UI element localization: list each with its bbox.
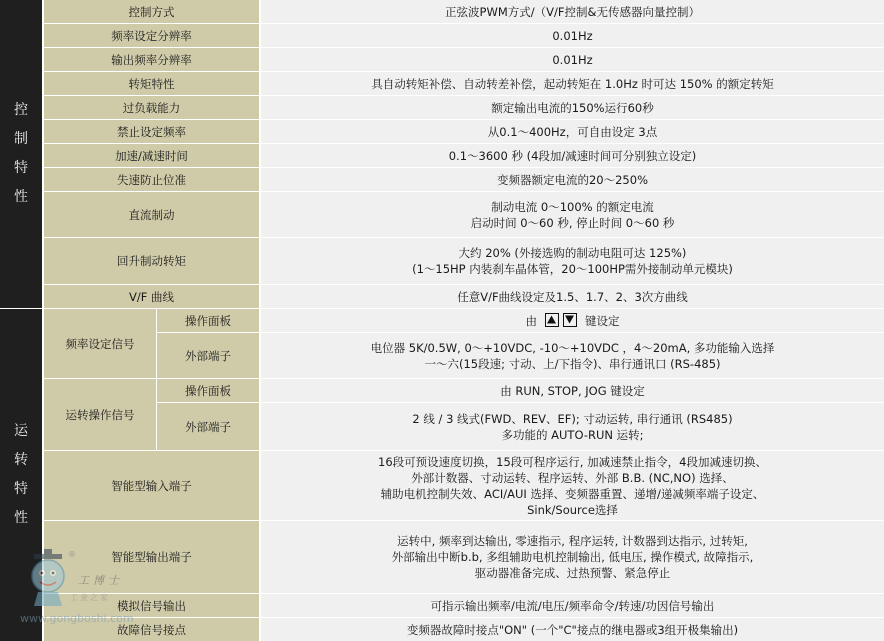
freq-signal-label [44, 309, 156, 378]
row-value-line: 一～六(15段速; 寸动、上/下指令)、串行通讯口 (RS-485) [424, 356, 721, 371]
sub-label-text: 操作面板 [185, 383, 231, 398]
run-ext-label [157, 403, 259, 450]
down-arrow-key-icon [563, 313, 577, 327]
freq-panel-value [261, 309, 884, 332]
row-value-line: 变频器额定电流的20～250% [496, 172, 648, 187]
control-row-label [44, 48, 259, 71]
row-value-line: 电位器 5K/0.5W, 0～+10VDC, -10～+10VDC ，4～20mA, 多功能输入选择 [370, 340, 775, 355]
row-value-line: 从0.1～400Hz，可自由设定 3点 [487, 124, 658, 139]
control-row-value [261, 24, 884, 47]
row-value-line: 由 RUN, STOP, JOG 键设定 [500, 383, 645, 398]
up-arrow-key-icon [545, 313, 559, 327]
row-value-line: 具自动转矩补偿、自动转差补偿，起动转矩在 1.0Hz 时可达 150% 的额定转矩 [371, 76, 774, 91]
category-control-characteristics [0, 0, 42, 308]
watermark-logo [20, 548, 150, 628]
row-value-line: 2 线 / 3 线式(FWD、REV、EF); 寸动运转, 串行通讯 (RS485) [412, 411, 733, 426]
row-value-line: 外部计数器、寸动运转、程序运转、外部 B.B. (NC,NO) 选择、 [411, 470, 734, 485]
watermark-sub: 工业之家 [70, 593, 110, 602]
row-value-line: 辅助电机控制失效、ACI/AUI 选择、变频器重置、递增/递减频率端子设定、 [380, 486, 765, 501]
row-label-text: 智能型输出端子 [111, 550, 192, 564]
category-char: 转 [14, 452, 28, 468]
row-label-text: 频率设定分辨率 [111, 28, 192, 43]
control-row-value [261, 192, 884, 237]
control-row-label [44, 120, 259, 143]
panel-suffix-text: 键设定 [585, 313, 620, 328]
row-value-line: 可指示输出频率/电流/电压/频率命令/转速/功因信号输出 [430, 598, 715, 613]
row-value-line: 任意V/F曲线设定及1.5、1.7、2、3次方曲线 [457, 289, 688, 304]
freq-ext-label [157, 333, 259, 378]
run-signal-label [44, 379, 156, 450]
row-value-line: 0.1～3600 秒 (4段加/减速时间可分别独立设定) [448, 148, 697, 163]
control-row-label [44, 96, 259, 119]
freq-ext-value [261, 333, 884, 378]
run-panel-label [157, 379, 259, 402]
watermark-brand: 工博士 [78, 574, 123, 587]
row-label-text: 控制方式 [128, 4, 175, 19]
control-row-label [44, 24, 259, 47]
category-char: 性 [14, 510, 28, 526]
control-row-value [261, 285, 884, 308]
run-ext-value [261, 403, 884, 450]
control-row-label [44, 168, 259, 191]
row-value-line: 运转中, 频率到达输出, 零速指示, 程序运转, 计数器到达指示, 过转矩, [397, 534, 748, 548]
sub-label-text: 外部端子 [185, 348, 231, 363]
category-char: 控 [14, 102, 28, 118]
row-value-line: 0.01Hz [552, 52, 593, 67]
control-row-value [261, 72, 884, 95]
row-value-line: 启动时间 0～60 秒, 停止时间 0～60 秒 [470, 215, 675, 230]
sub-label-text: 操作面板 [185, 313, 231, 328]
row-value-line: 外部输出中断b.b, 多组辅助电机控制输出, 低电压, 操作模式, 故障指示, [391, 550, 754, 564]
signal-label-text: 频率设定信号 [65, 336, 135, 351]
freq-panel-label [157, 309, 259, 332]
control-row-value [261, 96, 884, 119]
row-label-text: 过负载能力 [122, 100, 181, 115]
category-char: 运 [14, 423, 28, 439]
row-label-text: 智能型输入端子 [111, 478, 192, 493]
row-label-text: 故障信号接点 [117, 622, 186, 637]
control-row-label [44, 192, 259, 237]
run-panel-value [261, 379, 884, 402]
row-value-line: 制动电流 0～100% 的额定电流 [491, 199, 654, 214]
row-label-text: 回升制动转矩 [117, 254, 186, 268]
control-row-value [261, 48, 884, 71]
row-value-line: 多功能的 AUTO-RUN 运转; [501, 427, 644, 442]
control-row-value [261, 144, 884, 167]
row-label-text: 禁止设定频率 [117, 124, 186, 139]
row-label-text: 输出频率分辨率 [111, 52, 192, 67]
row-value-line: 驱动器准备完成、过热预警、紧急停止 [474, 566, 671, 580]
row-value-line: Sink/Source选择 [527, 502, 618, 517]
watermark-reg-mark: ® [68, 550, 76, 559]
row-value-line: 变频器故障时接点"ON" (一个"C"接点的继电器或3组开极集输出) [406, 622, 739, 637]
row-label-text: 转矩特性 [128, 76, 175, 91]
operation-row-label [44, 451, 259, 520]
category-char: 性 [14, 189, 28, 205]
operation-row-value [261, 521, 884, 593]
control-row-value [261, 168, 884, 191]
row-label-text: 失速防止位准 [117, 172, 186, 187]
control-row-label [44, 144, 259, 167]
row-value-line: 16段可预设速度切换，15段可程序运行, 加减速禁止指令，4段加减速切换、 [378, 454, 767, 469]
control-row-value [261, 0, 884, 23]
row-value-line: 额定输出电流的150%运行60秒 [491, 100, 654, 115]
row-value-line: 0.01Hz [552, 28, 593, 43]
category-char: 特 [14, 481, 28, 497]
category-char: 特 [14, 160, 28, 176]
watermark-site: www.gongboshi.com [20, 612, 134, 625]
control-row-label [44, 238, 259, 284]
signal-label-text: 运转操作信号 [65, 407, 135, 422]
row-label-text: 模拟信号输出 [117, 598, 186, 613]
control-row-value [261, 238, 884, 284]
category-char: 制 [14, 131, 28, 147]
control-row-value [261, 120, 884, 143]
control-row-label [44, 0, 259, 23]
control-row-label [44, 285, 259, 308]
row-label-text: V/F 曲线 [128, 289, 174, 304]
row-label-text: 直流制动 [128, 207, 175, 222]
row-value-line: 大约 20% (外接选购的制动电阻可达 125%) [458, 246, 687, 260]
row-label-text: 加速/减速时间 [115, 148, 188, 163]
control-row-label [44, 72, 259, 95]
panel-prefix-text: 由 [525, 313, 537, 328]
row-value-line: (1～15HP 内装刹车晶体管，20～100HP需外接制动单元模块) [412, 262, 733, 276]
operation-row-value [261, 594, 884, 617]
operation-row-value [261, 618, 884, 641]
row-value-line: 正弦波PWM方式/（V/F控制&无传感器向量控制） [445, 4, 700, 19]
operation-row-value [261, 451, 884, 520]
sub-label-text: 外部端子 [185, 419, 231, 434]
